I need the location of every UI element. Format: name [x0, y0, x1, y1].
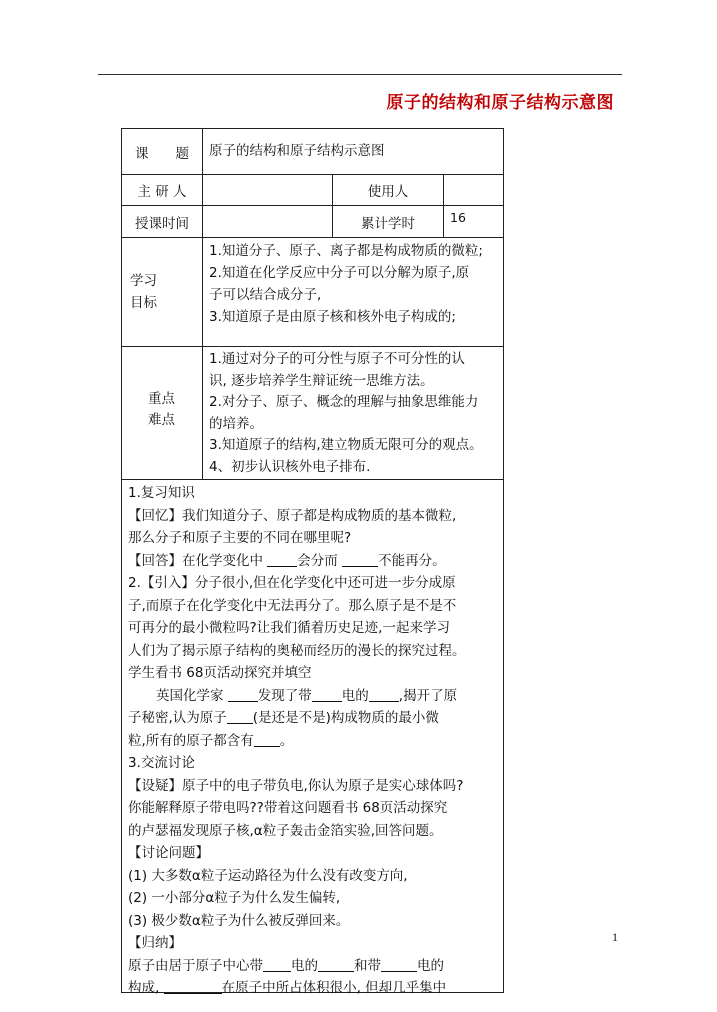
- goals-label: 学习 目标: [121, 237, 203, 347]
- focus-item: 2.对分子、原子、概念的理解与抽象思维能力: [209, 394, 479, 410]
- page-number: 1: [612, 930, 618, 944]
- content-line: 子秘密,认为原子 (是还是不是)构成物质的最小微: [128, 710, 439, 726]
- content-line: (2) 一小部分α粒子为什么发生偏转,: [128, 890, 341, 906]
- fill-blank: [381, 957, 417, 972]
- time-value: [202, 205, 333, 238]
- content-line: 【设疑】原子中的电子带负电,你认为原子是实心球体吗?: [128, 777, 464, 794]
- fill-blank: [312, 687, 342, 702]
- content-line: 【讨论问题】: [128, 845, 209, 861]
- fill-blank: [318, 957, 354, 972]
- goals-list: [202, 237, 504, 347]
- hours-value: 16: [443, 205, 504, 238]
- content-line: 那么分子和原子主要的不同在哪里呢?: [128, 530, 352, 546]
- fill-blank: [228, 687, 258, 702]
- author-value: [202, 174, 333, 206]
- fill-blank: [263, 957, 291, 972]
- content-line: 粒,所有的原子都含有 。: [128, 732, 294, 749]
- time-label: 授课时间: [121, 205, 203, 238]
- content-line: 你能解释原子带电吗??带着这问题看书 68页活动探究: [128, 800, 448, 816]
- content-line: 学生看书 68页活动探究并填空: [128, 665, 312, 681]
- author-label: 主 研 人: [121, 174, 203, 206]
- content-line: 【回忆】我们知道分子、原子都是构成物质的基本微粒,: [128, 507, 457, 524]
- focus-item: 识, 逐步培养学生辩证统一思维方法。: [209, 372, 434, 389]
- content-line: 构成, 在原子中所占体积很小, 但却几乎集中: [128, 980, 447, 996]
- header-rule: [98, 74, 622, 75]
- content-line: 【回答】在化学变化中 会分而 不能再分。: [128, 552, 446, 569]
- lesson-content: [121, 479, 504, 996]
- content-line: 可再分的最小微粒吗?让我们循着历史足迹,一起来学习: [128, 620, 450, 636]
- content-line: (3) 极少数α粒子为什么被反弹回来。: [128, 912, 350, 929]
- content-line: 原子由居于原子中心带 电的 和带 电的: [128, 957, 444, 974]
- fill-blank: [164, 979, 222, 994]
- focus-item: 4、初步认识核外电子排布.: [209, 458, 371, 475]
- fill-blank: [227, 709, 253, 724]
- focus-item: 的培养。: [209, 415, 263, 432]
- content-line: 【归纳】: [128, 935, 182, 951]
- focus-item: 1.通过对分子的可分性与原子不可分性的认: [209, 351, 465, 367]
- user-label: 使用人: [332, 174, 444, 206]
- goal-item: 1.知道分子、原子、离子都是构成物质的微粒;: [209, 243, 483, 259]
- hours-label: 累计学时: [332, 205, 444, 238]
- content-line: 子,而原子在化学变化中无法再分了。那么原子是不是不: [128, 597, 457, 614]
- fill-blank: [267, 552, 297, 567]
- content-line: 3.交流讨论: [128, 755, 195, 771]
- goal-item: 2.知道在化学反应中分子可以分解为原子,原: [209, 265, 470, 281]
- content-line: 2.【引入】分子很小,但在化学变化中还可进一步分成原: [128, 575, 456, 591]
- content-line: 人们为了揭示原子结构的奥秘而经历的漫长的探究过程。: [128, 642, 466, 659]
- fill-blank: [369, 687, 399, 702]
- content-line: 1.复习知识: [128, 485, 195, 501]
- focus-label: 重点 难点: [121, 346, 203, 480]
- goal-item: 子可以结合成分子,: [209, 287, 322, 303]
- focus-list: [202, 346, 504, 480]
- focus-item: 3.知道原子的结构,建立物质无限可分的观点。: [209, 437, 483, 453]
- content-line: 英国化学家 发现了带 电的 ,揭开了原: [156, 687, 458, 704]
- topic-label: 课 题: [121, 128, 203, 175]
- user-value: [443, 174, 504, 206]
- goal-item: 3.知道原子是由原子核和核外电子构成的;: [209, 309, 456, 325]
- lesson-plan-table: [121, 128, 504, 996]
- content-line: 的卢瑟福发现原子核,α粒子轰击金箔实验,回答问题。: [128, 822, 443, 839]
- topic-value: 原子的结构和原子结构示意图: [202, 128, 504, 175]
- document-title: 原子的结构和原子结构示意图: [386, 93, 614, 113]
- fill-blank: [342, 552, 378, 567]
- content-line: (1) 大多数α粒子运动路径为什么没有改变方向,: [128, 867, 408, 884]
- fill-blank: [254, 732, 280, 747]
